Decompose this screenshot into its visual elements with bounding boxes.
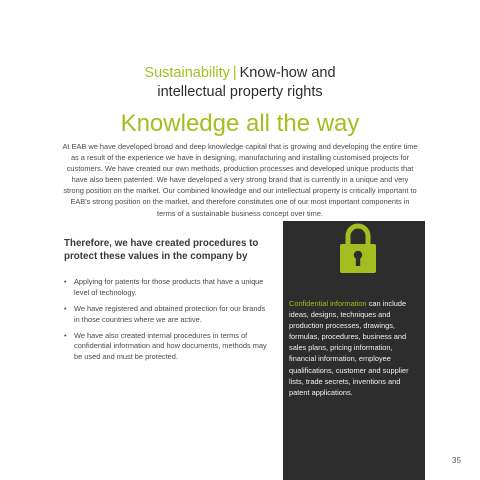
procedures-list [64, 277, 269, 368]
section-name: Sustainability [144, 65, 230, 81]
padlock-icon [338, 221, 378, 275]
header-separator: | [232, 65, 237, 81]
page-number: 35 [452, 456, 461, 465]
list-item: • Applying for patents for those products that have a unique level of technology. [64, 277, 269, 299]
header-topic-line-1: Know-how and [239, 65, 336, 81]
page-title: Knowledge all the way [120, 110, 360, 137]
confidential-info-body: can include ideas, designs, techniques and production processes, drawings, formulas, procedures, business and sales plans, pricing information, financial information, employee qualifications, customer and supplier lists, trade secrets, inventions and patent applications. [289, 299, 409, 397]
list-item: • We have also created internal procedures in terms of confidential information and how documents, methods may be used and must be protected. [64, 331, 269, 363]
confidential-info-highlight: Confidential information [289, 299, 367, 308]
procedures-heading: Therefore, we have created procedures to protect these values in the company by [64, 238, 259, 262]
confidential-info-box [283, 221, 425, 480]
header-topic-line-2: intellectual property rights [157, 84, 323, 100]
header-line-1 [0, 64, 480, 83]
section-header [0, 64, 480, 102]
list-item: • We have registered and obtained protection for our brands in those countries where we are active. [64, 304, 269, 326]
intro-paragraph: At EAB we have developed broad and deep knowledge capital that is growing and developing the entire time as a result of the experience we have in designing, manufacturing and installing customised projects for customers. We have created our own methods, production processes and developed unique products that have also been patented. We have developed a very strong brand that is currently in a unique and very strong position on the market. Our combined knowledge and our intellectual property is critically important to EAB's strong position on the market, and therefore constitutes one of our most important components in terms of a sustainable business concept over time. [62, 142, 418, 218]
confidential-info-text [289, 298, 421, 398]
